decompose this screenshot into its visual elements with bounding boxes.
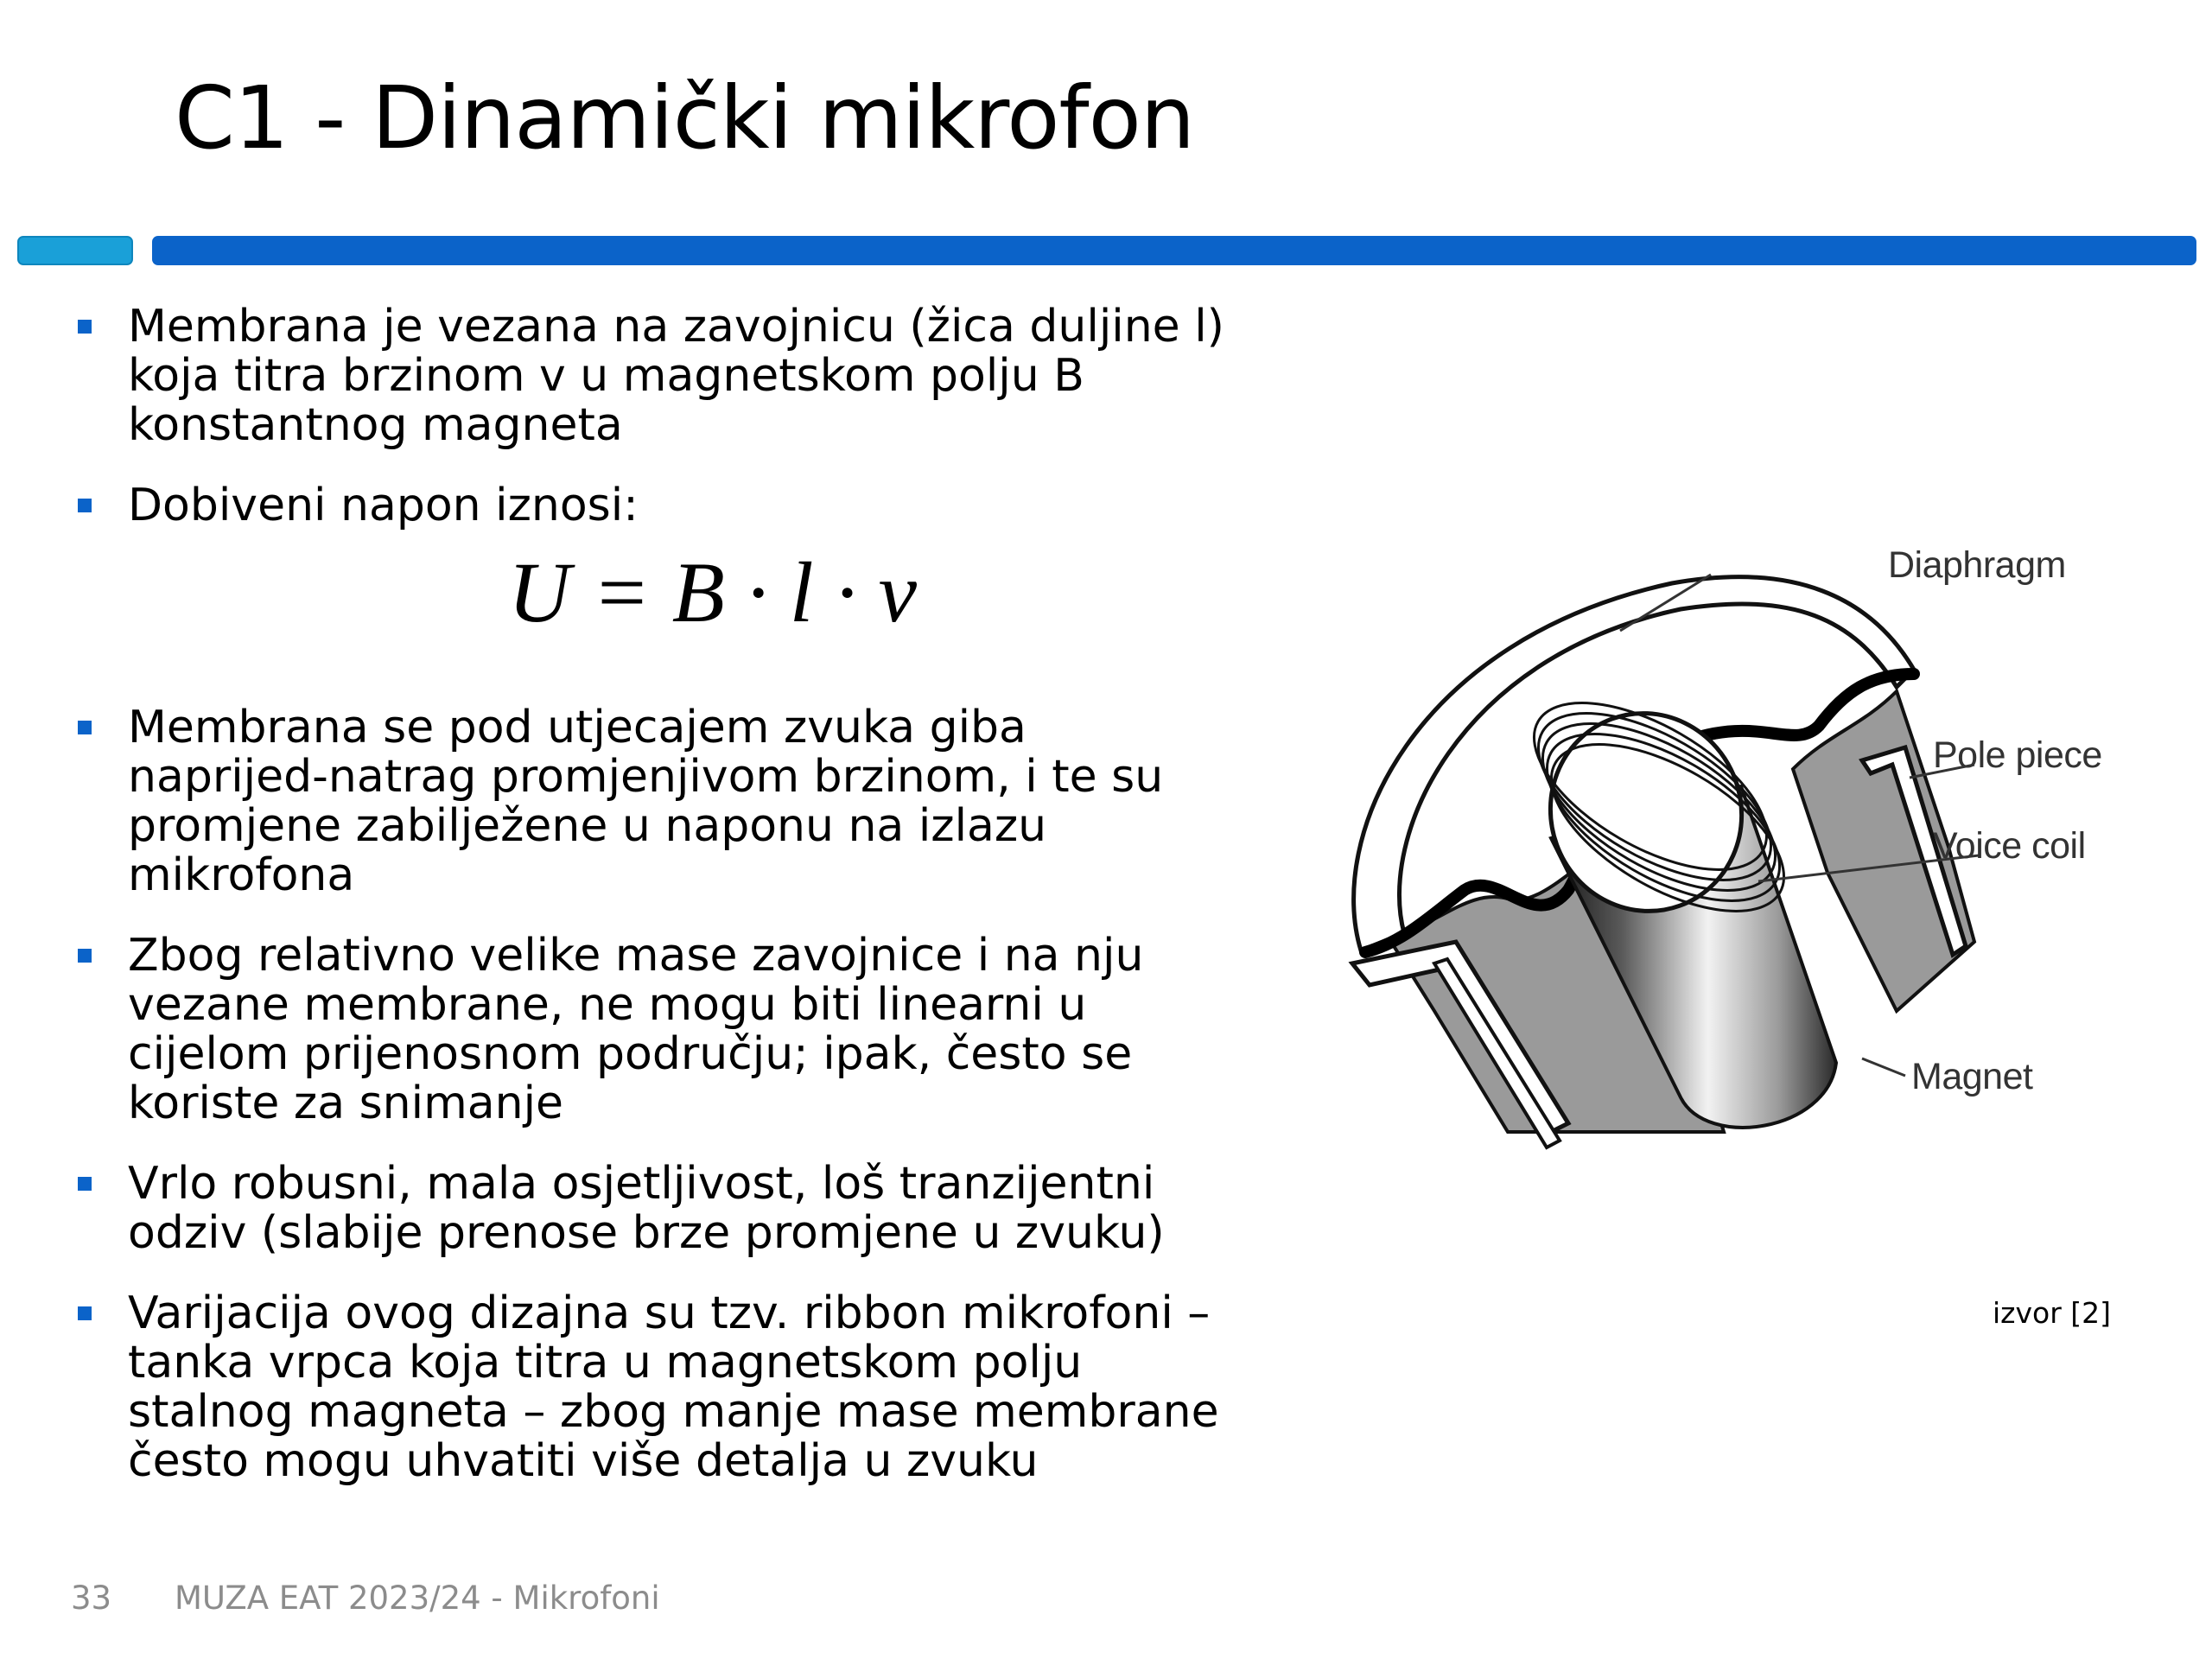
figure-source-caption: izvor [2] [1993, 1296, 2112, 1330]
bullet-text: Membrana je vezana na zavojnicu (žica duljine l) koja titra brzinom v u magnetskom polju B konstantnog magneta [128, 301, 1224, 451]
footer-course-title: MUZA EAT 2023/24 - Mikrofoni [175, 1580, 660, 1617]
bullet-list [76, 302, 1312, 1517]
bullet-item [76, 1160, 1312, 1258]
bullet-text: Zbog relativno velike mase zavojnice i na nju vezane membrane, ne mogu biti linearni u cijelom prijenosnom području; ipak, često se koriste za snimanje [128, 930, 1144, 1129]
bullet-square-icon [78, 499, 92, 512]
bullet-square-icon [78, 320, 92, 334]
bullet-text: Vrlo robusni, mala osjetljivost, loš tranzijentni odziv (slabije prenose brze promjene u zvuku) [128, 1158, 1165, 1259]
title-accent-bar-left [17, 236, 133, 265]
title-accent-bar [152, 236, 2196, 265]
bullet-text: Membrana se pod utjecajem zvuka giba naprijed-natrag promjenjivom brzinom, i te su promjene zabilježene u naponu na izlazu mikrofona [128, 702, 1164, 901]
bullet-square-icon [78, 721, 92, 734]
page-number: 33 [71, 1580, 112, 1617]
pole-piece-label: Pole piece [1933, 734, 2102, 776]
bullet-square-icon [78, 1177, 92, 1191]
bullet-item [76, 481, 1312, 531]
bullet-square-icon [78, 1306, 92, 1320]
bullet-item [76, 1289, 1312, 1486]
voltage-formula: U = B · l · v [508, 544, 917, 640]
bullet-item [76, 703, 1312, 900]
bullet-item [76, 931, 1312, 1128]
bullet-square-icon [78, 949, 92, 963]
diaphragm-label: Diaphragm [1888, 544, 2066, 586]
voice-coil-label: Voice coil [1933, 825, 2086, 867]
magnet-label: Magnet [1911, 1056, 2033, 1097]
bullet-item [76, 302, 1312, 450]
slide-title: C1 - Dinamički mikrofon [175, 67, 1195, 168]
bullet-text: Dobiveni napon iznosi: [128, 480, 639, 531]
bullet-text: Varijacija ovog dizajna su tzv. ribbon mikrofoni – tanka vrpca koja titra u magnetskom polju stalnog magneta – zbog manje mase membrane često mogu uhvatiti više detalja u zvuku [128, 1287, 1219, 1487]
dynamic-microphone-diagram [1309, 527, 2173, 1184]
